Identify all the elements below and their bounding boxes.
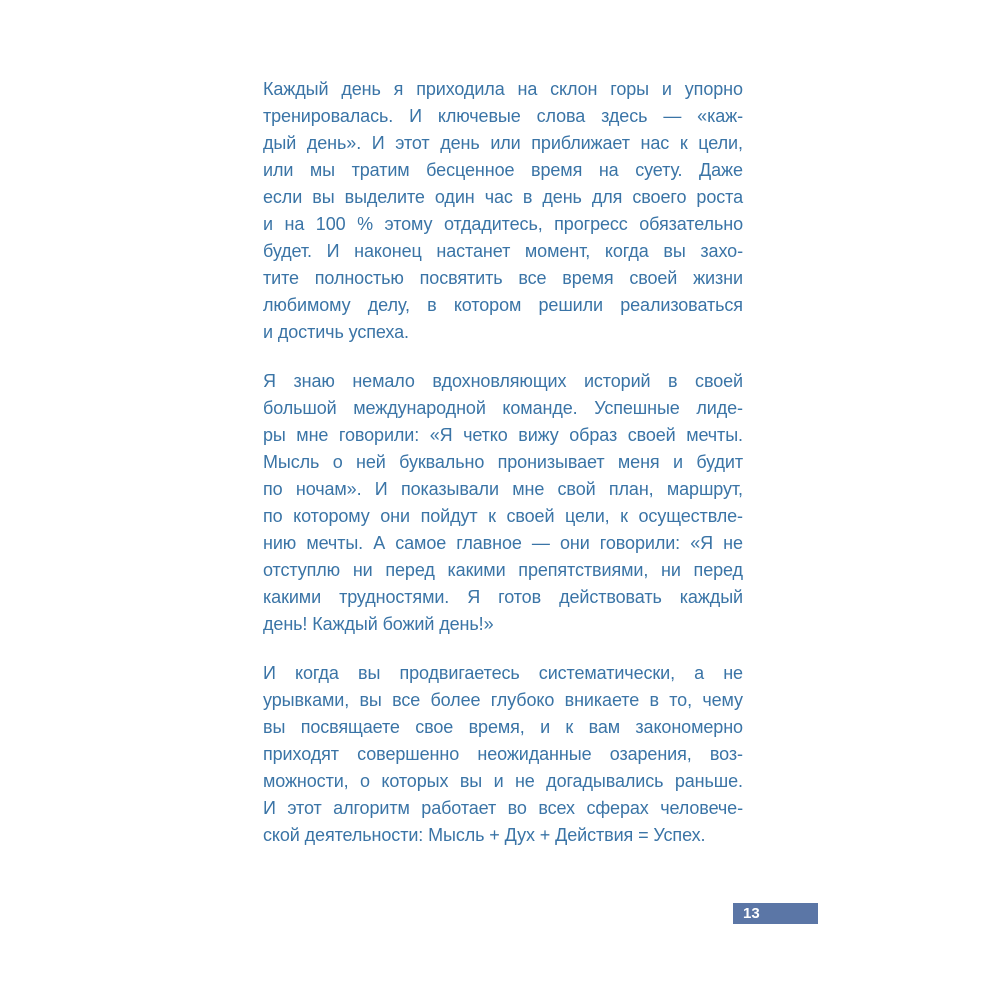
text-line: по которому они пойдут к своей цели, к осуществле- — [263, 506, 743, 526]
text-line: большой международной команде. Успешные лиде- — [263, 398, 743, 418]
text-line: приходят совершенно неожиданные озарения, воз- — [263, 744, 743, 764]
text-line: Мысль о ней буквально пронизывает меня и будит — [263, 452, 743, 472]
text-line: вы посвящаете свое время, и к вам закономерно — [263, 717, 743, 737]
text-line: тите полностью посвятить все время своей жизни — [263, 268, 743, 288]
text-line: или мы тратим бесценное время на суету. Даже — [263, 160, 743, 180]
text-line: любимому делу, в котором решили реализоваться — [263, 295, 743, 315]
page-number-badge — [733, 903, 818, 924]
text-line: И этот алгоритм работает во всех сферах человече- — [263, 798, 743, 818]
text-line: тренировалась. И ключевые слова здесь — «каж- — [263, 106, 743, 126]
text-line: и достичь успеха. — [263, 322, 409, 342]
text-line: Я знаю немало вдохновляющих историй в своей — [263, 371, 743, 391]
text-line: ры мне говорили: «Я четко вижу образ своей мечты. — [263, 425, 743, 445]
text-line: по ночам». И показывали мне свой план, маршрут, — [263, 479, 743, 499]
text-line: Каждый день я приходила на склон горы и упорно — [263, 79, 743, 99]
text-line: и на 100 % этому отдадитесь, прогресс обязательно — [263, 214, 743, 234]
text-block — [263, 76, 743, 871]
text-line: будет. И наконец настанет момент, когда вы захо- — [263, 241, 743, 261]
text-line: нию мечты. А самое главное — они говорили: «Я не — [263, 533, 743, 553]
paragraph — [263, 368, 743, 638]
text-line: И когда вы продвигаетесь систематически, а не — [263, 663, 743, 683]
text-line: дый день». И этот день или приближает нас к цели, — [263, 133, 743, 153]
text-line: какими трудностями. Я готов действовать каждый — [263, 587, 743, 607]
text-line: можности, о которых вы и не догадывались раньше. — [263, 771, 743, 791]
paragraph — [263, 660, 743, 849]
page-number: 13 — [743, 905, 760, 922]
text-line: отступлю ни перед какими препятствиями, ни перед — [263, 560, 743, 580]
text-line: урывками, вы все более глубоко вникаете в то, чему — [263, 690, 743, 710]
text-line: день! Каждый божий день!» — [263, 614, 494, 634]
text-line: ской деятельности: Мысль + Дух + Действия = Успех. — [263, 825, 706, 845]
paragraph — [263, 76, 743, 346]
text-line: если вы выделите один час в день для своего роста — [263, 187, 743, 207]
